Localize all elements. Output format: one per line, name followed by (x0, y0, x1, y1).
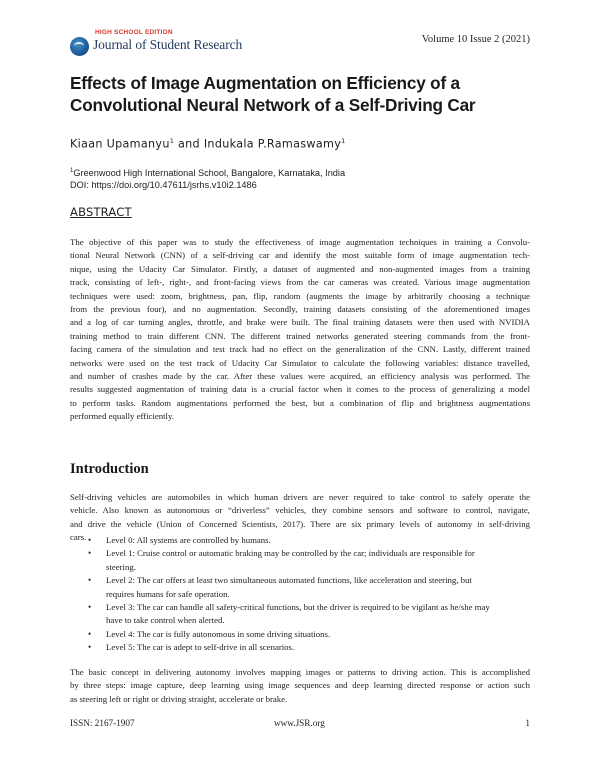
author-separator: and (174, 137, 204, 151)
list-item (88, 574, 530, 601)
list-item-text: Level 4: The car is fully autonomous in some driving situations. (106, 628, 331, 639)
text-line: techniques were used: zoom, brightness, pan, flip, random (augments the image by arbitrarily choosing a technique (70, 290, 530, 301)
list-item-text: Level 2: The car offers at least two simultaneous automated functions, like acceleration and steering, but (106, 575, 472, 586)
affiliation-mark: 1 (341, 137, 346, 145)
affiliation-mark: 1 (169, 137, 175, 145)
affiliation-block (70, 165, 345, 191)
list-item-text: Level 5: The car is adept to self-drive in all scenarios. (106, 642, 295, 653)
list-item-text: Level 3: The car can handle all safety-critical functions, but the driver is required to be vigilant as he/she may (106, 602, 490, 613)
affiliation-text: Greenwood High International School, Bangalore, Karnataka, India (73, 168, 346, 179)
list-item-text: steering. (106, 561, 136, 572)
text-line: facing camera of the simulation and test track had no effect on the generalization of the CNN. Lastly, different trained (70, 344, 530, 355)
list-item-text: have to take control when alerted. (106, 615, 225, 626)
edition-label: HIGH SCHOOL EDITION (95, 29, 173, 36)
issn: ISSN: 2167-1907 (70, 718, 135, 728)
text-line: as steering left or right or driving straight, accelerate or brake. (70, 693, 288, 704)
text-line: by three steps: image capture, deep learning using image sequences and deep learning directed response or action such (70, 680, 530, 691)
text-line: to perform tasks. Random augmentations performed the best, but a combination of flip and brightness augmentations (70, 397, 530, 408)
author-name: Kiaan Upamanyu (70, 137, 170, 151)
list-item (88, 641, 530, 654)
website-link[interactable]: www.JSR.org (274, 718, 325, 728)
text-line: networks were used on the test track of Udacity Car Simulator to calculate the following variables: distance travelled, (70, 357, 530, 368)
doi-link[interactable]: DOI: https://doi.org/10.47611/jsrhs.v10i2.1486 (70, 180, 257, 191)
text-line: The objective of this paper was to study the effectiveness of image augmentation techniques in training a Convolu- (70, 237, 530, 247)
affiliation-mark: 1 (70, 168, 74, 174)
journal-logo (70, 29, 370, 59)
text-line: results suggested augmentation of training data is a crucial factor when it comes to the process of generalizing a model (70, 384, 530, 395)
intro-paragraph-2 (70, 666, 530, 706)
bullet-icon: • (88, 602, 92, 613)
journal-name: Journal of Student Research (93, 37, 243, 52)
list-item-text: requires humans for safe operation. (106, 588, 230, 599)
list-item-text: Level 0: All systems are controlled by humans. (106, 535, 271, 545)
text-line: from the previous four), and no augmentation. Secondly, training datasets consisting of the aforementioned images (70, 304, 530, 315)
author-name: Indukala P.Ramaswamy (203, 137, 342, 151)
list-item (88, 601, 530, 628)
journal-globe-icon (70, 37, 89, 56)
text-line: performed equally efficiently. (70, 411, 174, 422)
title-line: Convolutional Neural Network of a Self-Driving Car (70, 95, 476, 115)
title-line: Effects of Image Augmentation on Efficiency of a (70, 73, 460, 93)
list-item (88, 547, 530, 574)
page-number: 1 (525, 718, 530, 728)
text-line: and a log of car turning angles, throttle, and brake were built. The final training datasets were then used with NVIDIA (70, 317, 530, 328)
text-line: The basic concept in delivering autonomy involves mapping images or patterns to driving action. This is accomplished (70, 667, 530, 677)
bullet-icon: • (88, 535, 92, 545)
list-item-text: Level 1: Cruise control or automatic braking may be controlled by the car; individuals are responsible for (106, 548, 475, 559)
volume-issue: Volume 10 Issue 2 (2021) (421, 34, 530, 45)
bullet-icon: • (88, 642, 92, 653)
text-line: vehicle. Also known as autonomous or “driverless” vehicles, they combine sensors and software to control, navigate, (70, 505, 530, 516)
paper-title (70, 72, 540, 116)
autonomy-levels-list (88, 534, 530, 655)
list-item (88, 534, 530, 547)
text-line: and drive the vehicle (Union of Concerned Scientists, 2017). There are six primary levels of autonomy in self-driving (70, 518, 530, 529)
text-line: tional Neural Network (CNN) of a self-driving car and identify the most suitable form of image augmentation tech- (70, 250, 530, 261)
bullet-icon: • (88, 628, 92, 639)
text-line: Self-driving vehicles are automobiles in which human drivers are never required to take control to safely operate the (70, 492, 530, 502)
bullet-icon: • (88, 575, 92, 586)
intro-paragraph-1 (70, 465, 530, 545)
authors (70, 137, 346, 151)
text-line: training method to train different CNN. The different trained networks generated steering commands from the front- (70, 330, 530, 341)
text-line: nique, using the Udacity Car Simulator. Firstly, a dataset of augmented and non-augmented images from a training (70, 263, 530, 274)
bullet-icon: • (88, 548, 92, 559)
introduction-heading: Introduction (70, 461, 149, 477)
text-line: and number of crashes made by the car. After these values were acquired, an efficiency analysis was performed. The (70, 371, 530, 382)
abstract-heading: ABSTRACT (70, 205, 132, 219)
text-line: cars. (70, 532, 87, 543)
abstract-body (70, 236, 530, 424)
list-item (88, 628, 530, 641)
text-line: track, consisting of left-, right-, and front-facing views from the car cameras was created. Various image augmentation (70, 277, 530, 288)
